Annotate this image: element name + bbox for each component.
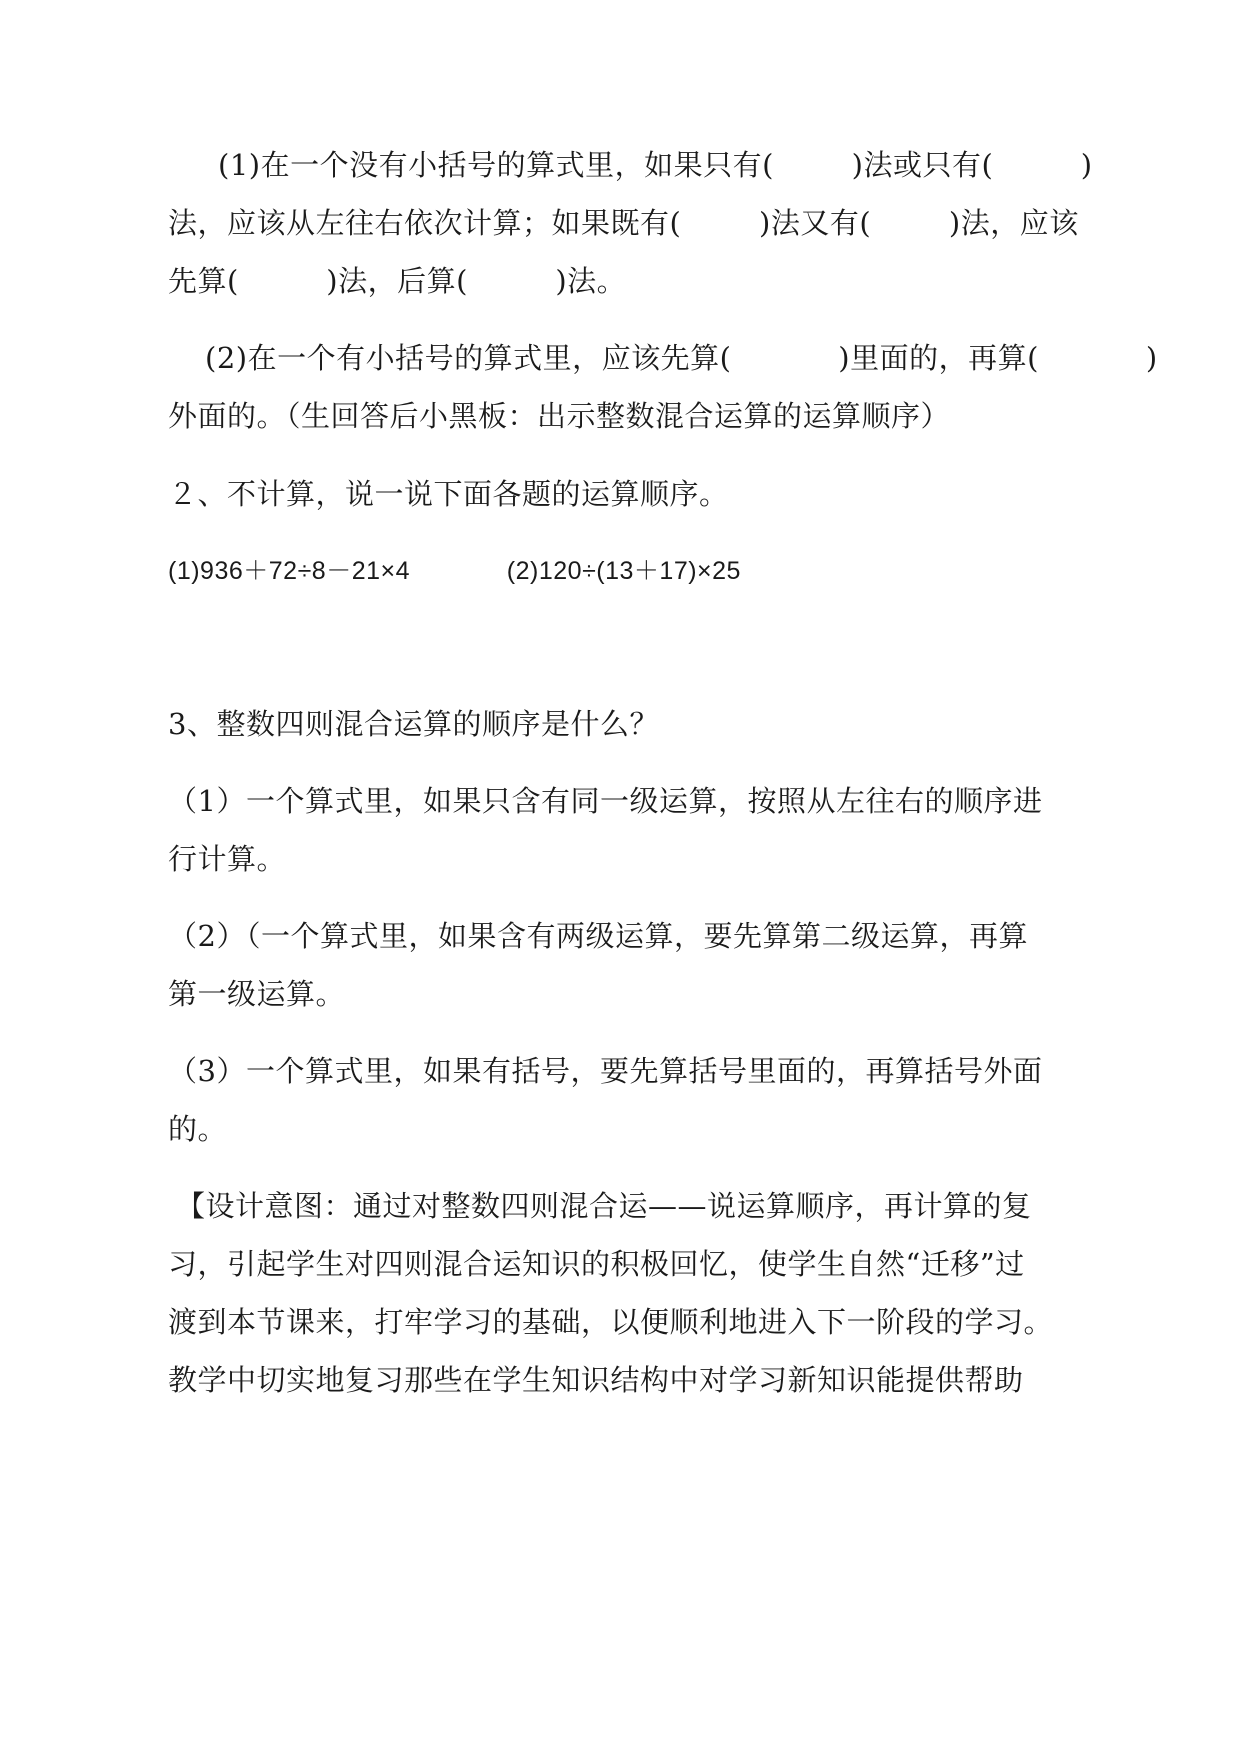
q3-point2-line1: （2）（一个算式里，如果含有两级运算，要先算第二级运算，再算 bbox=[168, 919, 1028, 953]
q2-title: ２、不计算，说一说下面各题的运算顺序。 bbox=[168, 477, 729, 511]
q1-item2-line2: 外面的。（生回答后小黑板：出示整数混合运算的运算顺序） bbox=[168, 399, 951, 433]
design-intent-line2: 习，引起学生对四则混合运知识的积极回忆，使学生自然“迁移”过 bbox=[168, 1247, 1025, 1281]
q3-point2-line2: 第一级运算。 bbox=[168, 977, 346, 1011]
q1-item2-line1: (2)在一个有小括号的算式里，应该先算( )里面的，再算( ) bbox=[205, 341, 1158, 375]
q3-point3-line2: 的。 bbox=[168, 1112, 228, 1146]
q1-item1-line1: (1)在一个没有小括号的算式里，如果只有( )法或只有( ) bbox=[218, 148, 1093, 182]
design-intent-line1: 【设计意图：通过对整数四则混合运——说运算顺序，再计算的复 bbox=[176, 1189, 1032, 1223]
q1-item1-line3: 先算( )法，后算( )法。 bbox=[168, 264, 627, 298]
design-intent-line3: 渡到本节课来，打牢学习的基础，以便顺利地进入下一阶段的学习。 bbox=[168, 1305, 1054, 1339]
design-intent-line4: 教学中切实地复习那些在学生知识结构中对学习新知识能提供帮助 bbox=[168, 1363, 1024, 1397]
q3-point3-line1: （3）一个算式里，如果有括号，要先算括号里面的，再算括号外面 bbox=[168, 1054, 1043, 1088]
q3-point1-line1: （1）一个算式里，如果只含有同一级运算，按照从左往右的顺序进 bbox=[168, 784, 1043, 818]
q3-title: 3、整数四则混合运算的顺序是什么？ bbox=[168, 707, 659, 741]
q1-item1-line2: 法，应该从左往右依次计算；如果既有( )法又有( )法，应该 bbox=[168, 206, 1079, 240]
q2-expressions: (1)936＋72÷8－21×4 (2)120÷(13＋17)×25 bbox=[168, 557, 741, 585]
q3-point1-line2: 行计算。 bbox=[168, 842, 287, 876]
